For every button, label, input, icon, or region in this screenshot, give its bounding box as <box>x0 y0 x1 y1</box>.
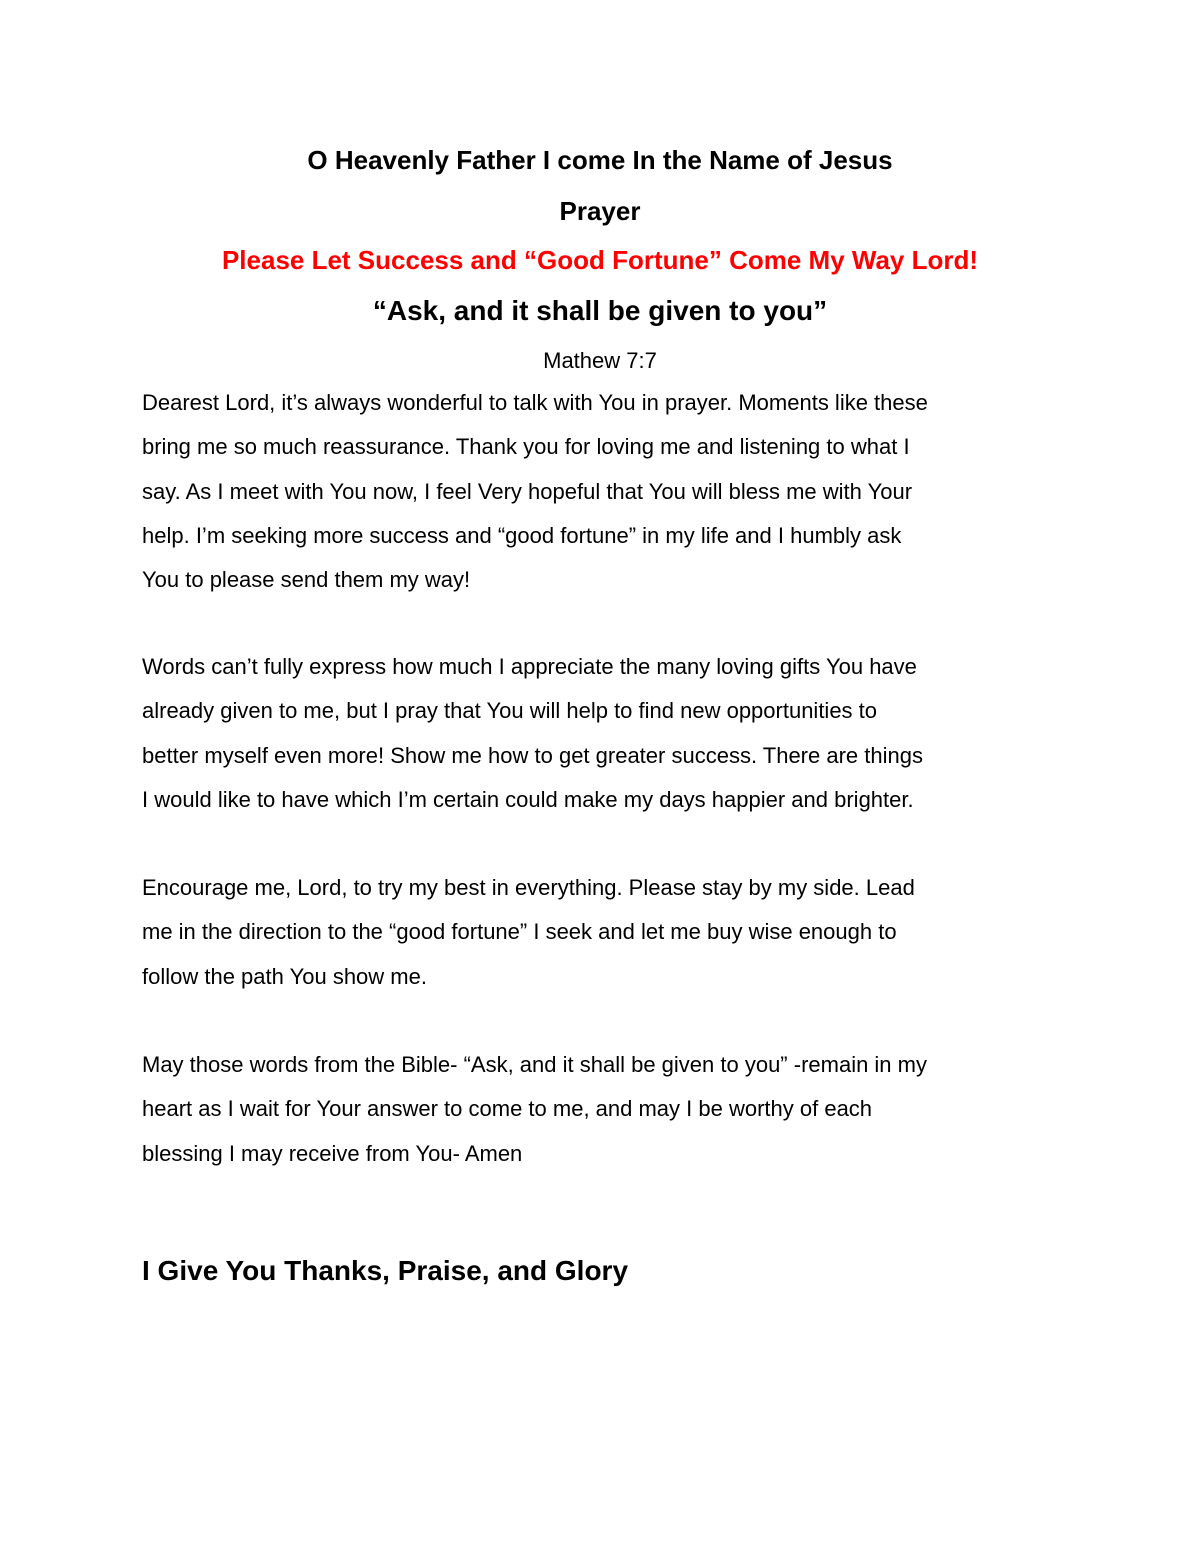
paragraph-line: heart as I wait for Your answer to come to me, and may I be worthy of each <box>142 1096 873 1122</box>
paragraph-2 <box>142 645 1102 822</box>
red-heading: Please Let Success and “Good Fortune” Come My Way Lord! <box>221 245 979 275</box>
paragraph-line: I would like to have which I’m certain could make my days happier and brighter. <box>142 786 914 812</box>
paragraph-line: say. As I meet with You now, I feel Very hopeful that You will bless me with Your <box>142 478 913 504</box>
paragraph-line: bring me so much reassurance. Thank you for loving me and listening to what I <box>142 434 910 460</box>
paragraph-line: follow the path You show me. <box>142 963 427 989</box>
paragraph-line: May those words from the Bible- “Ask, and it shall be given to you” -remain in my <box>142 1052 927 1077</box>
paragraph-line: help. I’m seeking more success and “good fortune” in my life and I humbly ask <box>142 522 902 548</box>
paragraph-line: me in the direction to the “good fortune” I seek and let me buy wise enough to <box>142 919 897 945</box>
paragraph-line: already given to me, but I pray that You will help to find new opportunities to <box>142 698 878 724</box>
document-subtitle: Prayer <box>559 196 641 226</box>
paragraph-3 <box>142 866 1102 999</box>
paragraph-line: You to please send them my way! <box>142 567 471 593</box>
document-title: O Heavenly Father I come In the Name of Jesus <box>307 145 893 175</box>
scripture-quote: “Ask, and it shall be given to you” <box>372 295 828 326</box>
paragraph-4 <box>142 1043 1102 1176</box>
closing-line: I Give You Thanks, Praise, and Glory <box>142 1255 629 1286</box>
paragraph-line: Words can’t fully express how much I appreciate the many loving gifts You have <box>142 654 917 679</box>
paragraph-line: better myself even more! Show me how to get greater success. There are things <box>142 742 923 768</box>
scripture-reference: Mathew 7:7 <box>543 348 657 373</box>
paragraph-line: blessing I may receive from You- Amen <box>142 1140 523 1166</box>
paragraph-1 <box>142 381 1102 602</box>
paragraph-line: Dearest Lord, it’s always wonderful to talk with You in prayer. Moments like these <box>142 390 928 415</box>
paragraph-line: Encourage me, Lord, to try my best in everything. Please stay by my side. Lead <box>142 875 915 900</box>
